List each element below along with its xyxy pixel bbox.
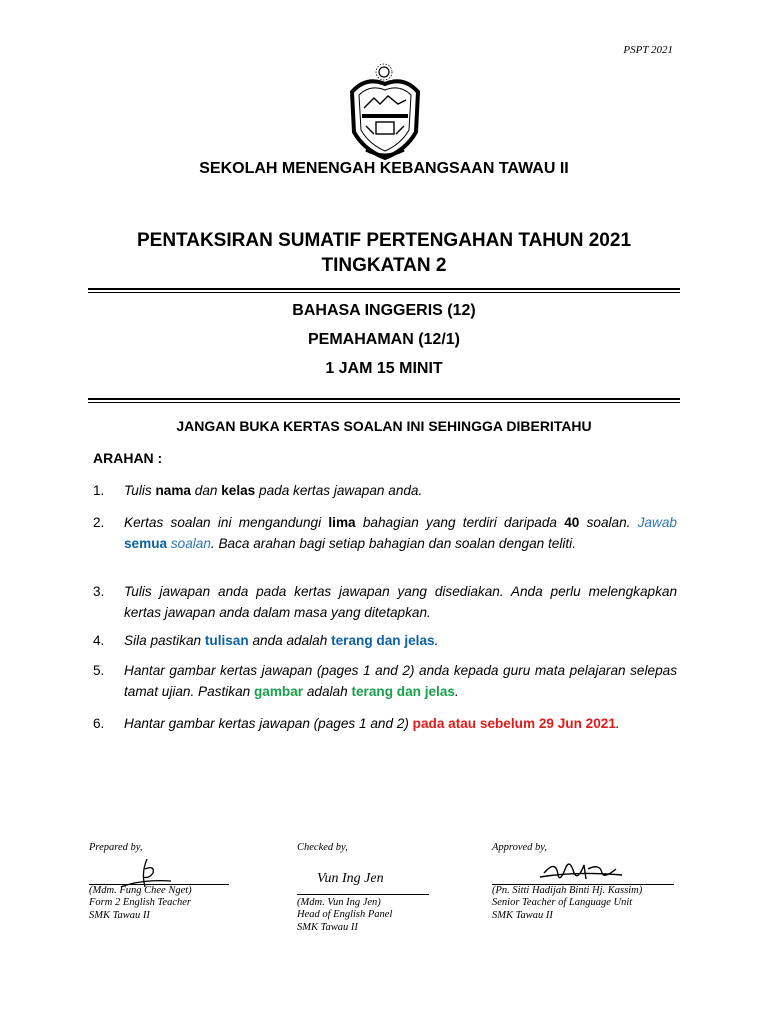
- handwritten-signature-mark: [536, 853, 626, 887]
- instruction-number: 5.: [93, 663, 105, 678]
- duration: 1 JAM 15 MINIT: [325, 360, 443, 377]
- signature-role: Checked by,: [297, 842, 348, 853]
- divider-bottom: [88, 398, 680, 400]
- signature-title: Senior Teacher of Language Unit: [492, 897, 633, 908]
- instruction-item: [93, 713, 677, 734]
- instructions-heading: ARAHAN :: [93, 450, 163, 466]
- exam-title: [0, 228, 768, 278]
- instruction-item: [93, 581, 677, 623]
- instruction-text: Hantar gambar kertas jawapan (pages 1 and 2) pada atau sebelum 29 Jun 2021.: [124, 716, 620, 731]
- instruction-text: Tulis jawapan anda pada kertas jawapan yang disediakan. Anda perlu melengkapkan kertas jawapan anda dalam masa yang ditetapkan.: [124, 584, 677, 620]
- instruction-item: [93, 630, 677, 651]
- instruction-number: 6.: [93, 716, 105, 731]
- signature-name: (Pn. Sitti Hadijah Binti Hj. Kassim): [492, 884, 643, 896]
- signature-prepared: [89, 842, 192, 922]
- signature-role: Prepared by,: [89, 842, 143, 853]
- document-code: PSPT 2021: [623, 44, 673, 56]
- warning-text: JANGAN BUKA KERTAS SOALAN INI SEHINGGA DIBERITAHU: [176, 418, 592, 434]
- school-name: SEKOLAH MENENGAH KEBANGSAAN TAWAU II: [199, 160, 569, 177]
- signature-org: SMK Tawau II: [492, 909, 553, 921]
- instruction-item: [93, 660, 677, 702]
- school-crest-logo: [346, 62, 424, 162]
- paper-name: PEMAHAMAN (12/1): [307, 331, 460, 348]
- signature-title: Head of English Panel: [297, 909, 393, 920]
- signature-org: SMK Tawau II: [297, 921, 358, 933]
- signature-checked: [297, 842, 392, 934]
- signature-role: Approved by,: [492, 842, 548, 853]
- instruction-number: 2.: [93, 515, 105, 530]
- instruction-number: 1.: [93, 483, 105, 498]
- instruction-item: [93, 480, 677, 501]
- handwritten-signature-mark: [111, 857, 181, 891]
- handwritten-signature-text: Vun Ing Jen: [317, 870, 384, 886]
- signature-title: Form 2 English Teacher: [89, 897, 191, 908]
- signature-name: (Mdm. Vun Ing Jen): [297, 896, 381, 908]
- instruction-number: 4.: [93, 633, 105, 648]
- instruction-text: Kertas soalan ini mengandungi lima bahagian yang terdiri daripada 40 soalan. Jawab semua soalan. Baca arahan bagi setiap bahagian dan soalan dengan teliti.: [124, 515, 677, 551]
- exam-title-line1: PENTAKSIRAN SUMATIF PERTENGAHAN TAHUN 2021: [136, 230, 632, 251]
- instruction-text: Sila pastikan tulisan anda adalah terang dan jelas.: [124, 633, 439, 648]
- divider-top: [88, 288, 680, 290]
- signature-approved: [492, 842, 642, 922]
- instruction-text: Tulis nama dan kelas pada kertas jawapan anda.: [124, 483, 423, 498]
- instruction-text: Hantar gambar kertas jawapan (pages 1 and 2) anda kepada guru mata pelajaran selepas tamat ujian. Pastikan gambar adalah terang dan jelas.: [124, 663, 677, 699]
- exam-title-line2: TINGKATAN 2: [321, 255, 447, 276]
- instruction-item: [93, 512, 677, 554]
- signature-org: SMK Tawau II: [89, 909, 150, 921]
- subject-name: BAHASA INGGERIS (12): [292, 302, 476, 319]
- signature-name: (Mdm. Fung Chee Nget): [89, 884, 192, 896]
- instruction-number: 3.: [93, 584, 105, 599]
